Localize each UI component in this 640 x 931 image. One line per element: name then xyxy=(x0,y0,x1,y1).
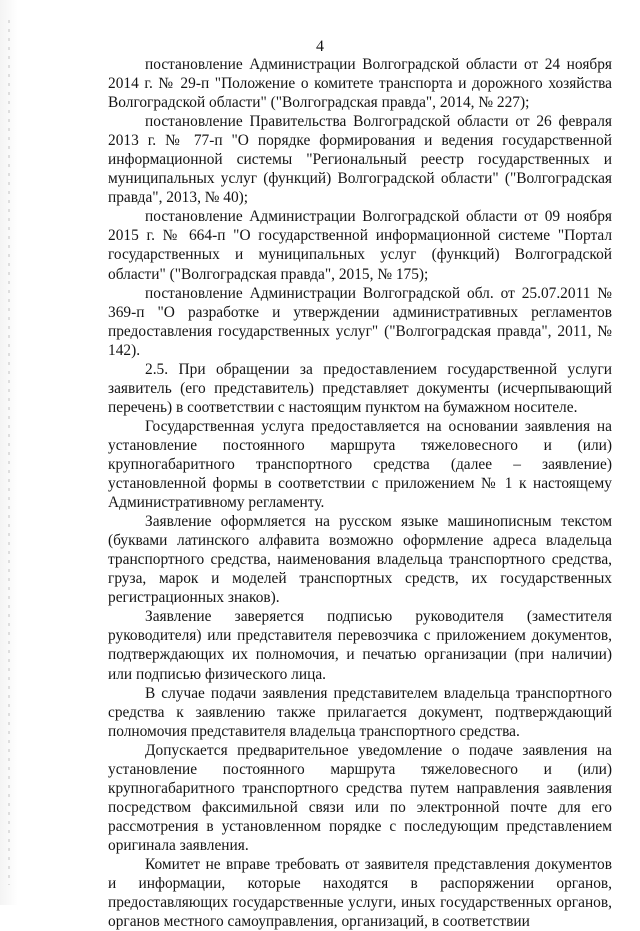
paragraph-decree-admin-regulations: постановление Администрации Волгоградской обл. от 25.07.2011 № 369-п "О разработке и утверждении административных регламентов предоставления государственных услуг" ("Волгоградская правда", 2011, № 142). xyxy=(108,284,612,359)
paragraph-preliminary-notice: Допускается предварительное уведомление о подаче заявления на установление постоянного маршрута тяжеловесного и (или) крупногабаритного транспортного средства путем направления заявления посредством факсимильной связи или по электронной почте для его рассмотрения в установленном порядке с последующим представлением оригинала заявления. xyxy=(108,741,612,854)
document-body xyxy=(108,55,612,931)
page-number: 4 xyxy=(316,38,324,55)
paragraph-application-signature: Заявление заверяется подписью руководителя (заместителя руководителя) или представителя перевозчика с приложением документов, подтверждающих их полномочия, и печатью организации (при наличии) или подписью физического лица. xyxy=(108,608,612,683)
paragraph-service-basis: Государственная услуга предоставляется на основании заявления на установление постоянного маршрута тяжеловесного и (или) крупногабаритного транспортного средства (далее – заявление) установленной формы в соответствии с приложением № 1 к настоящему Административному регламенту. xyxy=(108,417,612,512)
scan-binding-edge xyxy=(0,0,18,905)
paragraph-committee-restrictions: Комитет не вправе требовать от заявителя представления документов и информации, которые находятся в распоряжении органов, предоставляющих государственные услуги, иных государственных органов, органов местного самоуправления, организаций, в соответствии xyxy=(108,855,612,931)
paragraph-decree-transport-committee: постановление Администрации Волгоградской области от 24 ноября 2014 г. № 29-п "Положение о комитете транспорта и дорожного хозяйства Волгоградской области" ("Волгоградская правда", 2014, № 227); xyxy=(108,56,612,112)
paragraph-decree-services-registry: постановление Правительства Волгоградской области от 26 февраля 2013 г. № 77-п "О порядке формирования и ведения государственной информационной системы "Региональный реестр государственных и муниципальных услуг (функций) Волгоградской области" ("Волгоградская правда", 2013, № 40); xyxy=(108,113,612,207)
paragraph-application-format: Заявление оформляется на русском языке машинописным текстом (буквами латинского алфавита возможно оформление адреса владельца транспортного средства, наименования владельца транспортного средства, груза, марок и моделей транспортных средств, их государственных регистрационных знаков). xyxy=(108,513,612,607)
paragraph-representative-document: В случае подачи заявления представителем владельца транспортного средства к заявлению также прилагается документ, подтверждающий полномочия представителя владельца транспортного средства. xyxy=(108,684,612,740)
paragraph-clause-2-5: 2.5. При обращении за предоставлением государственной услуги заявитель (его представитель) представляет документы (исчерпывающий перечень) в соответствии с настоящим пунктом на бумажном носителе. xyxy=(108,360,612,416)
paragraph-decree-services-portal: постановление Администрации Волгоградской области от 09 ноября 2015 г. № 664-п "О государственной информационной системе "Портал государственных и муниципальных услуг (функций) Волгоградской области" ("Волгоградская правда", 2015, № 175); xyxy=(108,208,612,283)
